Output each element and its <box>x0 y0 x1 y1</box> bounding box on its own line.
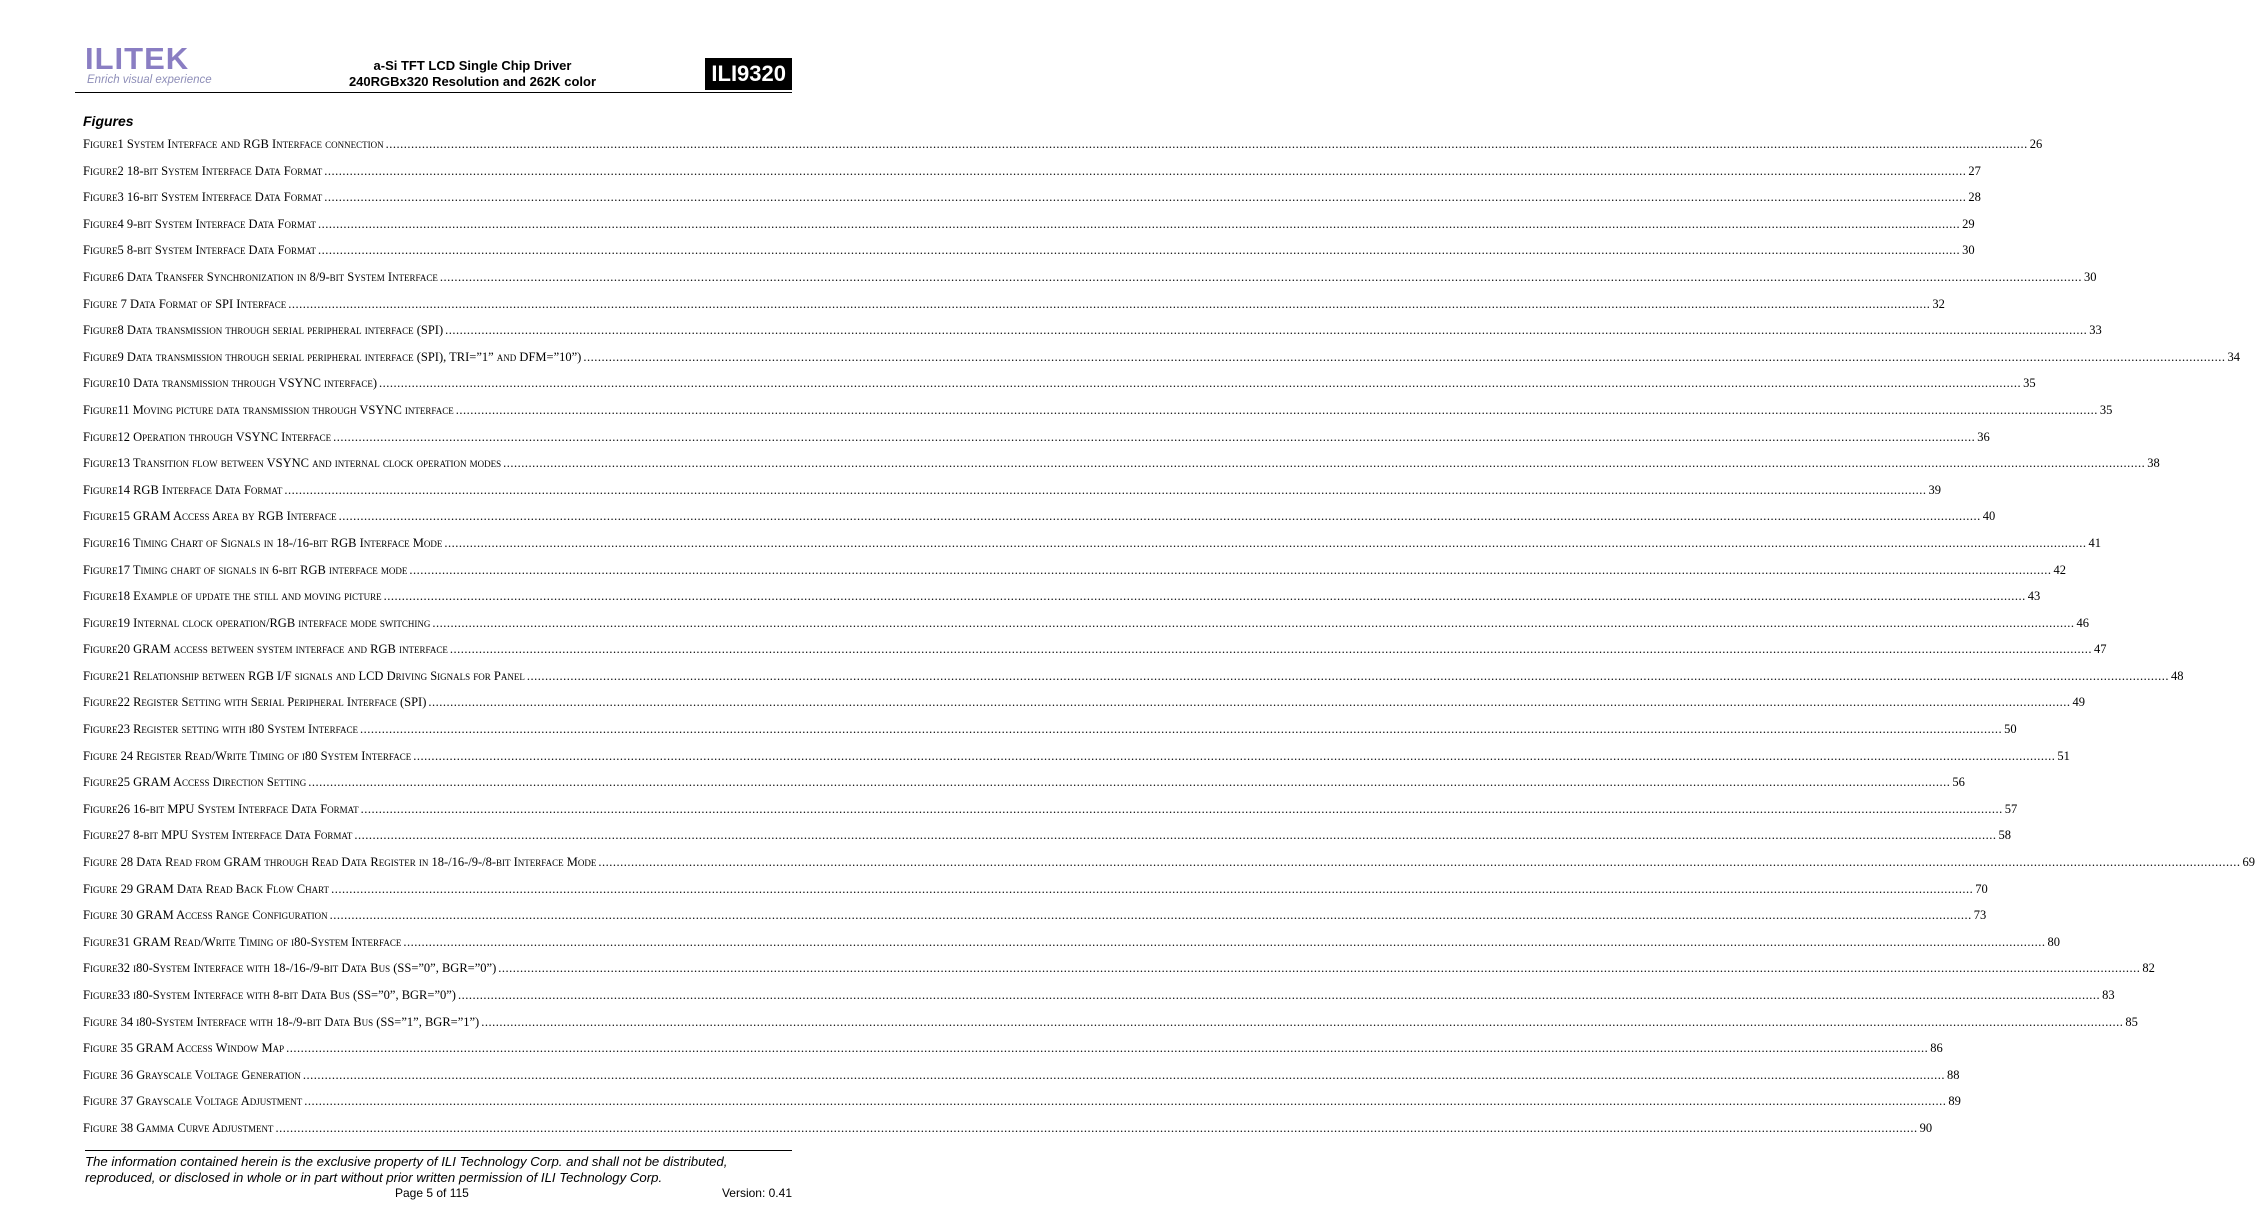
figure-entry-page[interactable]: 26 <box>2029 137 2043 151</box>
figure-entry-title[interactable]: Figure19 Internal clock operation/RGB interface mode switching <box>83 615 431 630</box>
confidentiality-notice-line1: The information contained herein is the exclusive property of ILI Technology Corp. and shall not be distributed, <box>85 1154 728 1169</box>
figure-entry[interactable] <box>83 988 2115 1015</box>
chip-name-badge: ILI9320 <box>705 58 792 90</box>
figure-entry[interactable] <box>83 1067 1960 1095</box>
figure-entry-title[interactable]: Figure5 8-bit System Interface Data Format <box>83 243 316 258</box>
dot-leader <box>481 1015 2123 1030</box>
figure-entry-title[interactable]: Figure6 Data Transfer Synchronization in 8/9-bit System Interface <box>83 269 438 284</box>
figure-entry[interactable] <box>83 908 1987 935</box>
figure-entry-title[interactable]: Figure3 16-bit System Interface Data Format <box>83 190 323 205</box>
figure-entry[interactable] <box>83 881 1988 909</box>
figure-entry-page[interactable]: 32 <box>1932 296 1945 311</box>
dot-leader <box>324 190 1966 205</box>
figure-entry-title[interactable]: Figure 28 Data Read from GRAM through Read Data Register in 18-/16-/9-/8-bit Interface Mode <box>83 855 597 870</box>
figure-entry-title[interactable]: Figure13 Transition flow between VSYNC and internal clock operation modes <box>83 456 502 471</box>
figure-entry[interactable] <box>83 269 2097 297</box>
figure-entry[interactable] <box>83 535 2101 563</box>
dot-leader <box>498 961 2140 976</box>
figure-entry-page[interactable]: 47 <box>2093 642 2107 657</box>
figure-entry-page[interactable]: 80 <box>2047 934 2060 949</box>
dot-leader <box>450 642 2092 657</box>
company-logo <box>85 41 235 88</box>
figure-entry[interactable] <box>83 163 1981 191</box>
dot-leader <box>409 563 2051 578</box>
footer-meta <box>85 1186 792 1202</box>
figure-entry-page[interactable]: 57 <box>2004 801 2018 816</box>
figure-entry-title[interactable]: Figure 7 Data Format of SPI Interface <box>83 296 287 311</box>
figure-entry[interactable] <box>83 190 1981 217</box>
figure-entry-title[interactable]: Figure31 GRAM Read/Write Timing of i80-System Interface <box>83 934 402 949</box>
logo-tagline: Enrich visual experience <box>87 74 212 86</box>
figure-entry-page[interactable]: 30 <box>1962 243 1975 258</box>
figure-entry-page[interactable]: 30 <box>2083 269 2097 284</box>
figure-entry-page[interactable]: 41 <box>2088 535 2101 550</box>
dot-leader <box>354 828 1996 843</box>
figure-entry-page[interactable]: 43 <box>2027 589 2041 604</box>
figure-entry-title[interactable]: Figure 30 GRAM Access Range Configuration <box>83 908 328 923</box>
figure-entry-page[interactable]: 82 <box>2142 961 2155 976</box>
figure-entry-page[interactable]: 27 <box>1968 163 1981 178</box>
figure-entry[interactable] <box>83 216 1975 244</box>
figure-entry-page[interactable]: 38 <box>2147 456 2160 471</box>
dot-leader <box>527 669 2169 684</box>
figure-entry-page[interactable]: 40 <box>1982 509 1996 524</box>
figure-entry-page[interactable]: 29 <box>1962 216 1975 231</box>
dot-leader <box>428 695 2070 710</box>
figure-entry-title[interactable]: Figure12 Operation through VSYNC Interface <box>83 429 332 444</box>
dot-leader <box>333 430 1975 445</box>
figure-entry[interactable] <box>83 589 2041 616</box>
document-title <box>275 58 670 90</box>
dot-leader <box>444 536 2086 551</box>
confidentiality-notice <box>85 1151 792 1186</box>
dot-leader <box>304 1094 1946 1109</box>
figure-entry[interactable] <box>83 349 2240 377</box>
figure-entry-title[interactable]: Figure 38 Gamma Curve Adjustment <box>83 1120 274 1135</box>
figure-entry-page[interactable]: 34 <box>2227 349 2240 364</box>
figure-entry[interactable] <box>83 296 1945 324</box>
dot-leader <box>286 1041 1928 1056</box>
figure-entry[interactable] <box>83 1120 1933 1148</box>
figure-entry[interactable] <box>83 509 1996 536</box>
figure-entry[interactable] <box>83 775 1965 802</box>
figure-entry-title[interactable]: Figure2 18-bit System Interface Data Format <box>83 163 323 178</box>
dot-leader <box>318 217 1960 232</box>
dot-leader <box>308 775 1950 790</box>
dot-leader <box>339 509 1981 524</box>
figure-entry-page[interactable]: 83 <box>2102 988 2115 1002</box>
dot-leader <box>361 802 2003 817</box>
figure-entry-page[interactable]: 49 <box>2072 695 2086 710</box>
figure-entry-title[interactable]: Figure17 Timing chart of signals in 6-bit RGB interface mode <box>83 562 408 577</box>
dot-leader <box>331 882 1973 897</box>
document-title-line2: 240RGBx320 Resolution and 262K color <box>348 74 597 89</box>
figure-entry[interactable] <box>83 243 1975 270</box>
figure-entry[interactable] <box>83 934 2060 962</box>
figures-list <box>83 137 2255 1148</box>
dot-leader <box>458 988 2100 1003</box>
dot-leader <box>360 722 2002 737</box>
figure-entry-page[interactable]: 58 <box>1998 828 2012 843</box>
figure-entry[interactable] <box>83 668 2184 696</box>
page-number: Page 5 of 115 <box>395 1186 469 1200</box>
figure-entry-title[interactable]: Figure 34 i80-System Interface with 18-/9-bit Data Bus (SS=”1”, BGR=”1”) <box>83 1014 480 1029</box>
dot-leader <box>275 1121 1917 1136</box>
figure-entry-page[interactable]: 85 <box>2125 1014 2138 1029</box>
logo-wordmark: ILITEK <box>85 41 190 76</box>
dot-leader <box>324 164 1966 179</box>
version-label: Version: 0.41 <box>721 1186 792 1200</box>
figure-entry-page[interactable]: 88 <box>1947 1067 1960 1082</box>
figure-entry[interactable] <box>83 961 2155 988</box>
figure-entry-page[interactable]: 70 <box>1975 881 1988 896</box>
dot-leader <box>403 935 2045 950</box>
dot-leader <box>303 1068 1945 1083</box>
figure-entry[interactable] <box>83 722 2017 749</box>
figure-entry-page[interactable]: 42 <box>2053 562 2067 577</box>
figure-entry-title[interactable]: Figure 36 Grayscale Voltage Generation <box>83 1067 301 1082</box>
dot-leader <box>284 483 1926 498</box>
figure-entry-page[interactable]: 56 <box>1952 775 1965 790</box>
figure-entry-title[interactable]: Figure9 Data transmission through serial peripheral interface (SPI), TRI=”1” and DFM=”10”) <box>83 349 582 364</box>
figure-entry-title[interactable]: Figure4 9-bit System Interface Data Format <box>83 216 316 231</box>
figure-entry-page[interactable]: 39 <box>1928 482 1942 497</box>
figure-entry-title[interactable]: Figure25 GRAM Access Direction Setting <box>83 775 307 790</box>
figure-entry-page[interactable]: 51 <box>2057 748 2070 763</box>
figure-entry-title[interactable]: Figure 35 GRAM Access Window Map <box>83 1041 285 1056</box>
figure-entry-title[interactable]: Figure10 Data transmission through VSYNC interface) <box>83 376 378 391</box>
figure-entry[interactable] <box>83 828 2012 855</box>
confidentiality-notice-line2: reproduced, or disclosed in whole or in part without prior written permission of ILI Technology Corp. <box>85 1170 663 1185</box>
page-header <box>75 40 792 93</box>
figure-entry[interactable] <box>83 562 2067 590</box>
figure-entry[interactable] <box>83 456 2160 483</box>
figure-entry-title[interactable]: Figure15 GRAM Access Area by RGB Interface <box>83 509 337 524</box>
figure-entry[interactable] <box>83 137 2043 164</box>
figure-entry-title[interactable]: Figure11 Moving picture data transmission through VSYNC interface <box>83 402 454 417</box>
figure-entry-page[interactable]: 36 <box>1977 429 1990 444</box>
figure-entry[interactable] <box>83 1014 2138 1042</box>
figure-entry[interactable] <box>83 695 2086 722</box>
figure-entry-page[interactable]: 73 <box>1973 908 1987 923</box>
figure-entry[interactable] <box>83 748 2070 776</box>
figure-entry-page[interactable]: 86 <box>1930 1041 1943 1056</box>
dot-leader <box>456 403 2098 418</box>
figure-entry-page[interactable]: 89 <box>1948 1094 1961 1109</box>
figure-entry-page[interactable]: 35 <box>2099 402 2113 417</box>
figure-entry-title[interactable]: Figure 24 Register Read/Write Timing of i80 System Interface <box>83 748 412 763</box>
figure-entry-title[interactable]: Figure 29 GRAM Data Read Back Flow Chart <box>83 881 330 896</box>
figure-entry-page[interactable]: 28 <box>1968 190 1981 205</box>
dot-leader <box>445 323 2087 338</box>
figure-entry-page[interactable]: 33 <box>2089 323 2102 338</box>
figure-entry-page[interactable]: 90 <box>1919 1120 1933 1135</box>
figure-entry-page[interactable]: 48 <box>2171 668 2184 683</box>
dot-leader <box>379 376 2021 391</box>
figure-entry-title[interactable]: Figure16 Timing Chart of Signals in 18-/16-bit RGB Interface Mode <box>83 535 443 550</box>
figure-entry-title[interactable]: Figure27 8-bit MPU System Interface Data Format <box>83 828 353 843</box>
figure-entry-title[interactable]: Figure8 Data transmission through serial peripheral interface (SPI) <box>83 323 444 338</box>
dot-leader <box>598 855 2240 870</box>
dot-leader <box>318 243 1960 258</box>
dot-leader <box>440 270 2082 285</box>
figure-entry[interactable] <box>83 429 1990 457</box>
figure-entry-title[interactable]: Figure32 i80-System Interface with 18-/16-/9-bit Data Bus (SS=”0”, BGR=”0”) <box>83 961 497 976</box>
figure-entry-page[interactable]: 69 <box>2242 855 2255 870</box>
figure-entry[interactable] <box>83 801 2018 829</box>
figure-entry-title[interactable]: Figure 37 Grayscale Voltage Adjustment <box>83 1094 303 1109</box>
figure-entry-title[interactable]: Figure22 Register Setting with Serial Peripheral Interface (SPI) <box>83 695 427 710</box>
dot-leader <box>384 589 2026 604</box>
figure-entry[interactable] <box>83 1041 1943 1068</box>
figure-entry-page[interactable]: 46 <box>2076 615 2089 630</box>
document-title-line1: a-Si TFT LCD Single Chip Driver <box>373 58 572 73</box>
figure-entry-title[interactable]: Figure23 Register setting with i80 System Interface <box>83 722 358 737</box>
figure-entry[interactable] <box>83 642 2107 669</box>
dot-leader <box>432 616 2074 631</box>
dot-leader <box>288 297 1930 312</box>
dot-leader <box>330 908 1972 923</box>
dot-leader <box>386 137 2028 152</box>
figure-entry[interactable] <box>83 402 2113 430</box>
figure-entry[interactable] <box>83 376 2036 403</box>
figure-entry-page[interactable]: 35 <box>2023 376 2036 391</box>
figure-entry-title[interactable]: Figure18 Example of update the still and moving picture <box>83 589 382 604</box>
dot-leader <box>503 456 2145 471</box>
page-footer <box>85 1150 792 1202</box>
figure-entry-title[interactable]: Figure20 GRAM access between system interface and RGB interface <box>83 642 448 657</box>
figures-heading: Figures <box>83 113 134 129</box>
figure-entry[interactable] <box>83 615 2089 643</box>
figure-entry-page[interactable]: 50 <box>2004 722 2017 737</box>
figure-entry-title[interactable]: Figure1 System Interface and RGB Interface connection <box>83 137 384 151</box>
figure-entry[interactable] <box>83 482 1942 510</box>
figure-entry-title[interactable]: Figure33 i80-System Interface with 8-bit Data Bus (SS=”0”, BGR=”0”) <box>83 988 456 1002</box>
dot-leader <box>583 350 2225 365</box>
figure-entry[interactable] <box>83 855 2255 882</box>
dot-leader <box>413 749 2055 764</box>
figure-entry[interactable] <box>83 323 2102 350</box>
figure-entry-title[interactable]: Figure21 Relationship between RGB I/F signals and LCD Driving Signals for Panel <box>83 668 525 683</box>
figure-entry-title[interactable]: Figure14 RGB Interface Data Format <box>83 482 283 497</box>
figure-entry-title[interactable]: Figure26 16-bit MPU System Interface Data Format <box>83 801 359 816</box>
figure-entry[interactable] <box>83 1094 1961 1121</box>
